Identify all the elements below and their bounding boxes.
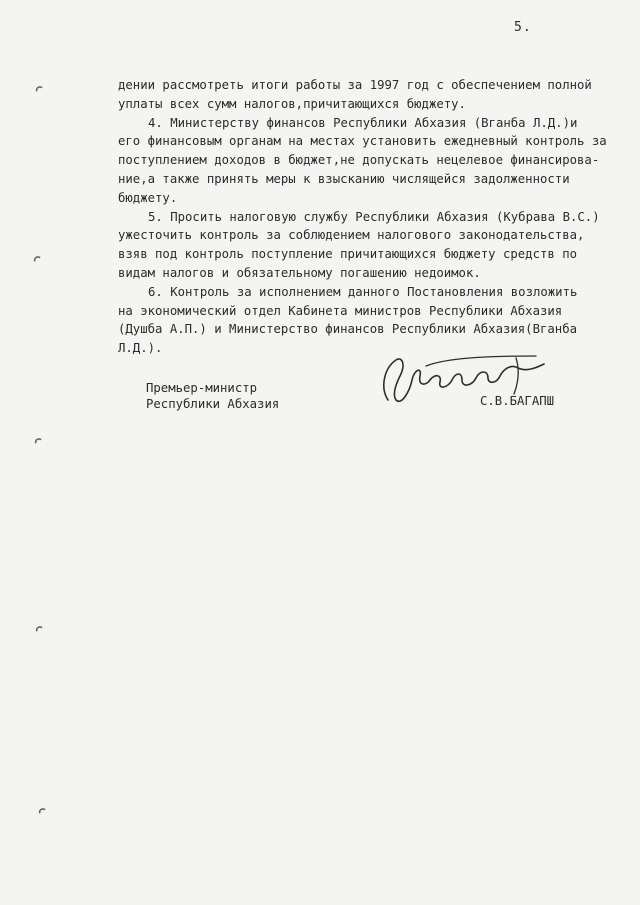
signatory-title [146,380,279,412]
text-line: (Душба А.П.) и Министерство финансов Республики Абхазия(Вганба [118,322,578,337]
text-line: взяв под контроль поступление причитающихся бюджету средств по [118,247,578,262]
punch-hole-mark [35,625,44,634]
text-line: его финансовым органам на местах установить ежедневный контроль за [118,134,607,149]
text-line: на экономический отдел Кабинета министров Республики Абхазия [118,303,563,318]
punch-hole-mark [38,807,47,816]
punch-hole-mark [34,437,43,446]
text-line: Л.Д.). [118,341,163,356]
page-number: 5. [514,20,532,35]
text-line: бюджету. [118,190,178,205]
body-text [118,76,618,358]
text-line: ние,а также принять меры к взысканию числящейся задолженности [118,171,570,186]
text-line: 6. Контроль за исполнением данного Постановления возложить [148,284,578,299]
text-line: дении рассмотреть итоги работы за 1997 год с обеспечением полной [118,78,592,92]
text-line: 5. Просить налоговую службу Республики Абхазия (Кубрава В.С.) [148,209,600,224]
signatory-title-line1: Премьер-министр [146,381,258,395]
text-line: видам налогов и обязательному погашению недоимок. [118,265,481,280]
text-line: 4. Министерству финансов Республики Абхазия (Вганба Л.Д.)и [148,115,578,130]
text-line: ужесточить контроль за соблюдением налогового законодательства, [118,228,585,243]
signatory-name: С.В.БАГАПШ [480,394,555,408]
punch-hole-mark [33,255,42,264]
text-line: уплаты всех сумм налогов,причитающихся бюджету. [118,96,466,111]
signatory-title-line2: Республики Абхазия [146,397,280,411]
punch-hole-mark [35,85,44,94]
text-line: поступлением доходов в бюджет,не допускать нецелевое финансирова- [118,153,600,168]
